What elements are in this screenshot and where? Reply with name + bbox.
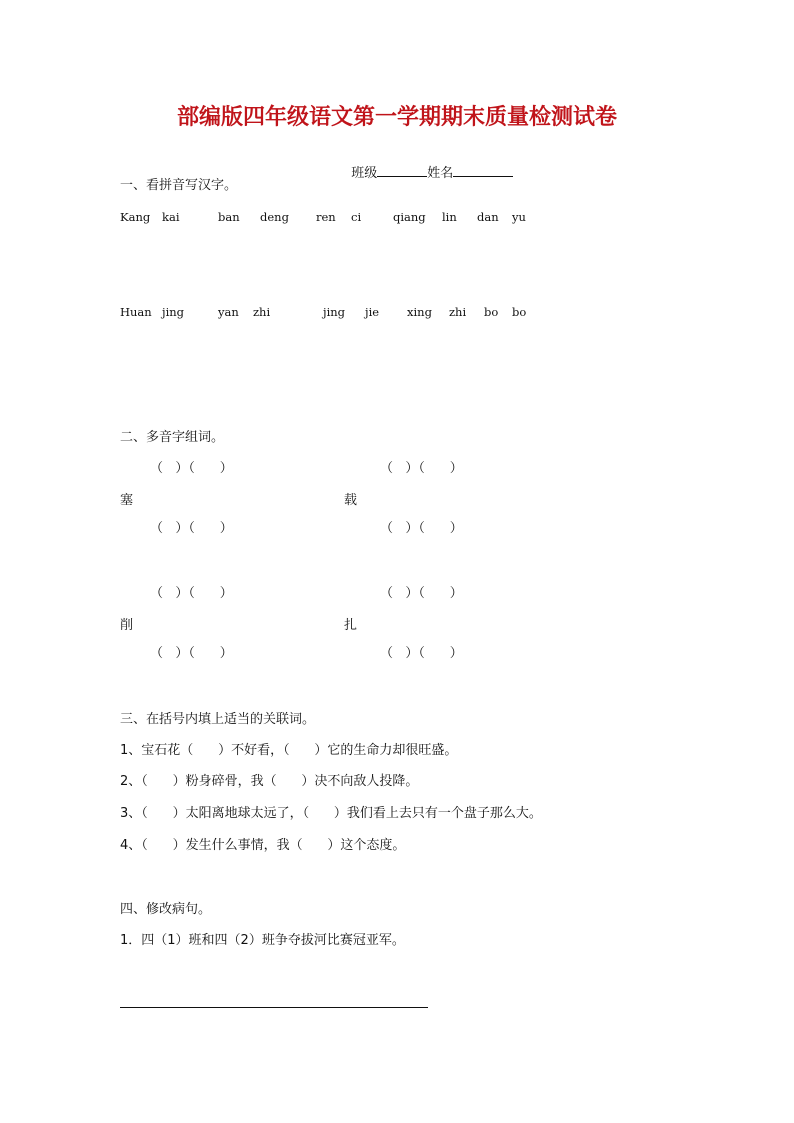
answer-line[interactable] xyxy=(120,1007,428,1008)
pinyin-syllable: lin xyxy=(442,210,457,224)
class-blank[interactable] xyxy=(377,163,427,177)
paren-pair[interactable]: （ ）（ ） xyxy=(150,586,233,601)
conjunction-item: 3、（ ）太阳离地球太远了，（ ）我们看上去只有一个盘子那么大。 xyxy=(120,806,542,821)
name-label: 姓名 xyxy=(427,166,454,181)
pinyin-syllable: jing xyxy=(323,305,346,319)
sentence-item: 1．四（1）班和四（2）班争夺拔河比赛冠亚军。 xyxy=(120,933,405,948)
pinyin-syllable: jie xyxy=(365,305,380,319)
polyphone-char: 扎 xyxy=(344,618,358,633)
pinyin-syllable: Huan xyxy=(120,305,152,319)
pinyin-syllable: dan xyxy=(477,210,499,224)
paren-pair[interactable]: （ ）（ ） xyxy=(150,461,233,476)
polyphone-char: 载 xyxy=(344,493,358,508)
conjunction-item: 2、（ ）粉身碎骨，我（ ）决不向敌人投降。 xyxy=(120,774,419,789)
paren-pair[interactable]: （ ）（ ） xyxy=(150,646,233,661)
pinyin-syllable: deng xyxy=(260,210,289,224)
pinyin-syllable: qiang xyxy=(393,210,426,224)
paren-pair[interactable]: （ ）（ ） xyxy=(380,461,463,476)
class-label: 班级 xyxy=(351,166,378,181)
pinyin-syllable: bo xyxy=(512,305,527,319)
pinyin-syllable: yu xyxy=(512,210,526,224)
polyphone-char: 削 xyxy=(120,618,134,633)
pinyin-syllable: ban xyxy=(218,210,240,224)
paren-pair[interactable]: （ ）（ ） xyxy=(380,521,463,536)
paren-pair[interactable]: （ ）（ ） xyxy=(150,521,233,536)
section1-heading: 一、看拼音写汉字。 xyxy=(120,178,238,193)
section3-heading: 三、在括号内填上适当的关联词。 xyxy=(120,712,316,727)
pinyin-syllable: Kang xyxy=(120,210,151,224)
pinyin-syllable: yan xyxy=(218,305,239,319)
pinyin-syllable: jing xyxy=(162,305,185,319)
header-fields xyxy=(343,145,513,183)
paren-pair[interactable]: （ ）（ ） xyxy=(380,646,463,661)
pinyin-syllable: ren xyxy=(316,210,336,224)
pinyin-syllable: zhi xyxy=(253,305,271,319)
polyphone-char: 塞 xyxy=(120,493,134,508)
paren-pair[interactable]: （ ）（ ） xyxy=(380,586,463,601)
page-title: 部编版四年级语文第一学期期末质量检测试卷 xyxy=(176,104,617,130)
name-blank[interactable] xyxy=(453,163,513,177)
pinyin-syllable: ci xyxy=(351,210,362,224)
pinyin-syllable: bo xyxy=(484,305,499,319)
conjunction-item: 1、宝石花（ ）不好看，（ ）它的生命力却很旺盛。 xyxy=(120,743,458,758)
section4-heading: 四、修改病句。 xyxy=(120,902,212,917)
conjunction-item: 4、（ ）发生什么事情，我（ ）这个态度。 xyxy=(120,838,406,853)
pinyin-syllable: zhi xyxy=(449,305,467,319)
section2-heading: 二、多音字组词。 xyxy=(120,430,225,445)
pinyin-syllable: xing xyxy=(407,305,432,319)
pinyin-syllable: kai xyxy=(162,210,180,224)
